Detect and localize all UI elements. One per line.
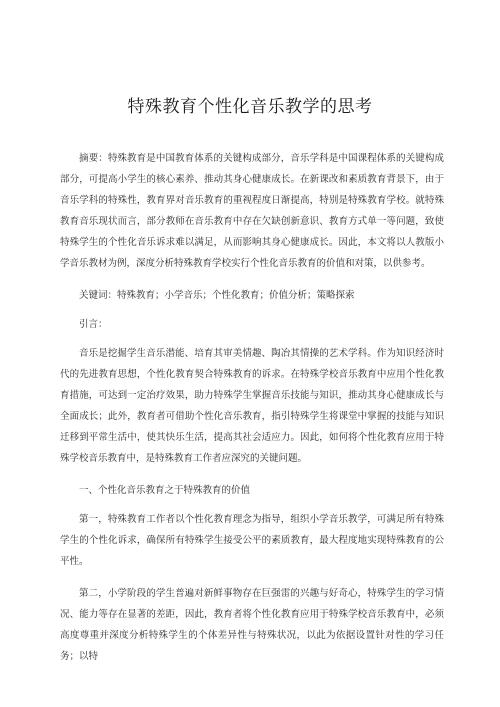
section-heading: 一、个性化音乐教育之于特殊教育的价值 [79, 485, 251, 496]
intro-paragraph: 音乐是挖掘学生音乐潜能、培育其审美情趣、陶冶其情操的艺术学科。作为知识经济时代的先进教育思想，个性化教育契合特殊教育的诉求。在特殊学校音乐教育中应用个性化教育措施，可达到一定治疗效果，助力特殊学生掌握音乐技能与知识，推动其身心健康成长与全面成长；此外，教育者可借助个性化音乐教育，指引特殊学生将课堂中掌握的技能与知识迁移到平常生活中，使其快乐生活，提高其社会适应力。因此，如何将个性化教育应用于特殊学校音乐教育中，是特殊教育工作者应深究的关键问题。 [60, 348, 444, 464]
intro-label: 引言： [79, 319, 108, 330]
body-paragraph-1: 第一，特殊教育工作者以个性化教育理念为指导，组织小学音乐教学，可满足所有特殊学生的个性化诉求，确保所有特殊学生接受公平的素质教育，最大程度地实现特殊教育的公平性。 [60, 514, 444, 567]
abstract-paragraph: 摘要：特殊教育是中国教育体系的关键构成部分，音乐学科是中国课程体系的关键构成部分，可提高小学生的核心素养、推动其身心健康成长。在新课改和素质教育背景下，由于音乐学科的特殊性，教育界对音乐教育的重视程度日渐提高，特别是特殊教育学校。就特殊教育音乐现状而言，部分教师在音乐教育中存在欠缺创新意识、教育方式单一等问题，致使特殊学生的个性化音乐诉求难以满足，从而影响其身心健康成长。因此，本文将以人教版小学音乐教材为例，深度分析特殊教育学校实行个性化音乐教育的价值和对策，以供参考。 [60, 153, 444, 269]
keywords-line: 关键词：特殊教育；小学音乐；个性化教育；价值分析；策略探索 [79, 290, 355, 301]
document-title: 特殊教育个性化音乐教学的思考 [127, 97, 373, 117]
body-paragraph-2: 第二，小学阶段的学生普遍对新鲜事物存在巨强雷的兴趣与好奇心，特殊学生的学习情况、能力等存在显著的差距，因此，教育者将个性化教育应用于特殊学校音乐教育中，必须高度尊重并深度分析特殊学生的个体差异性与特殊状况，以此为依据设置针对性的学习任务；以特 [60, 588, 444, 662]
document-body [60, 148, 444, 678]
